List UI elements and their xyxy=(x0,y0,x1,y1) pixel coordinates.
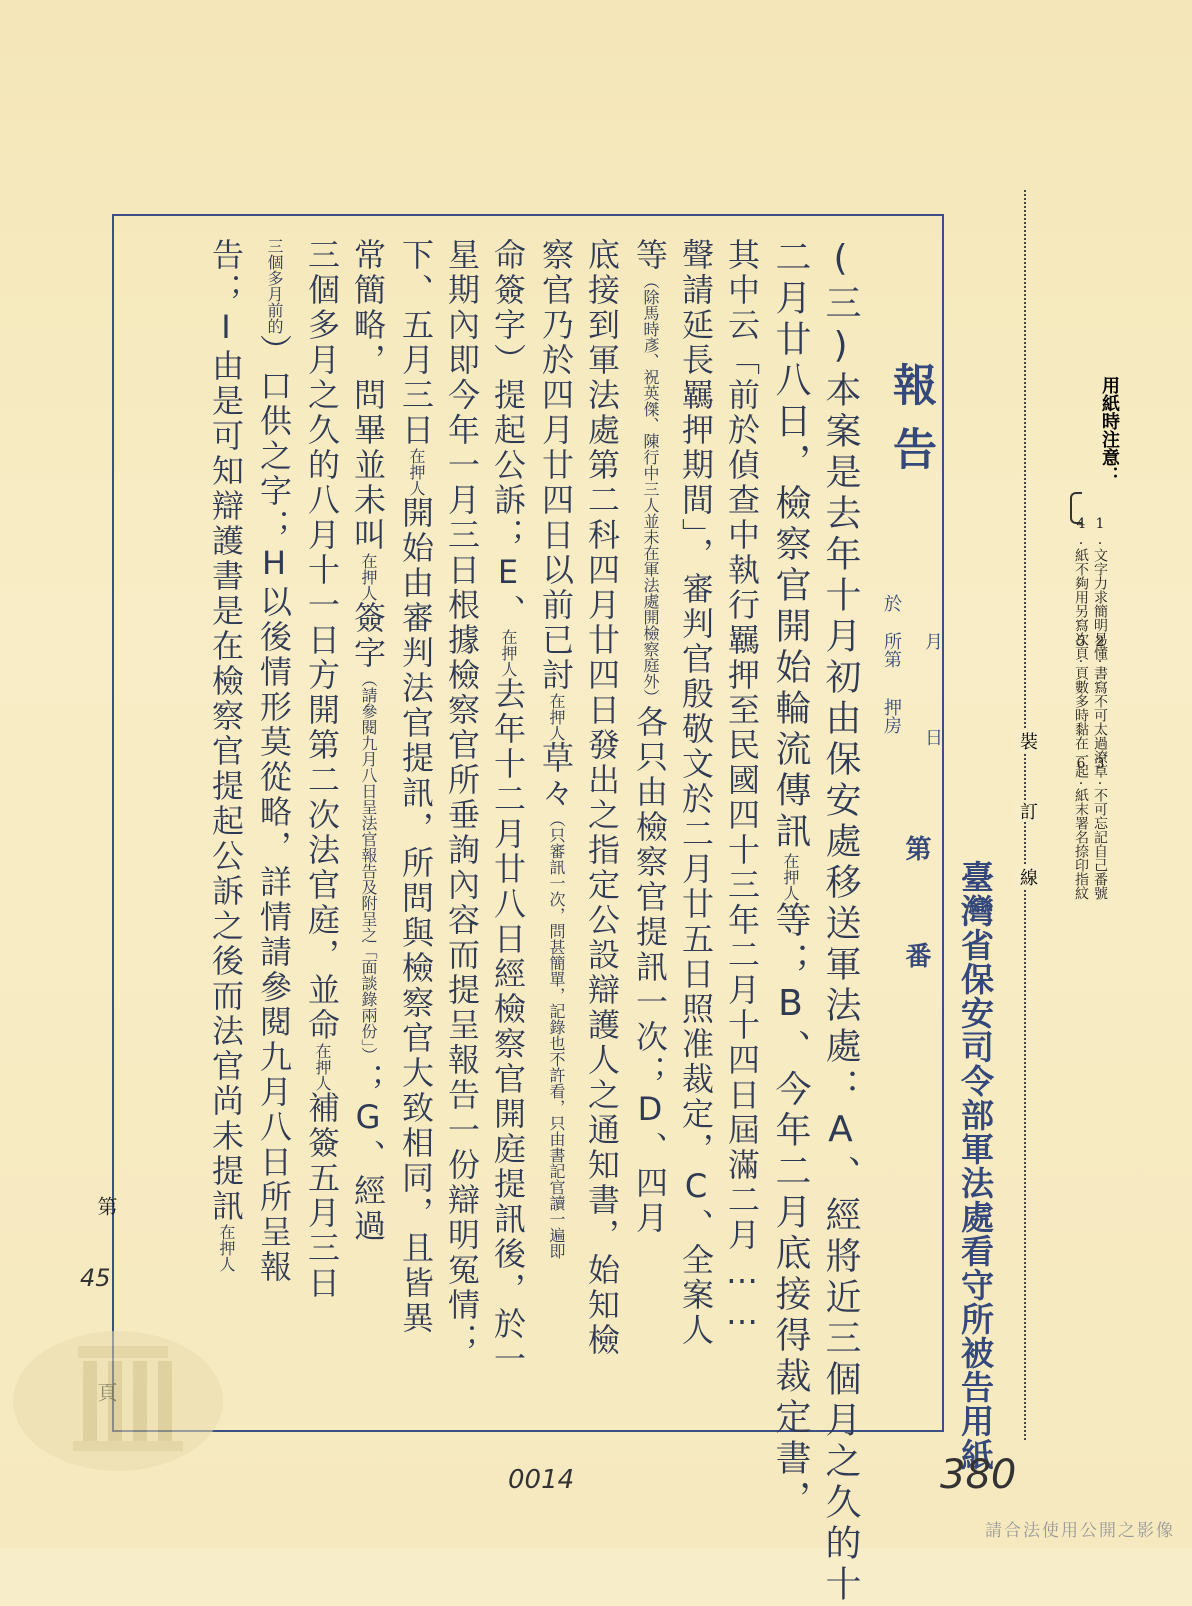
inline-note: 在押人 xyxy=(359,553,378,601)
body-column-12 xyxy=(303,238,341,1301)
body-column-10 xyxy=(397,238,435,1336)
body-text: 聲請延長羈押期間」，審判官殷敬文於二月廿五日照准裁定，C、全案人 xyxy=(677,238,715,1348)
body-text: 二月廿八日，檢察官開始輪流傳訊 xyxy=(770,238,811,853)
month-label: 月 xyxy=(922,632,943,650)
body-column-7 xyxy=(537,238,575,1259)
body-text: 其中云「前於偵查中執行羈押至民國四十三年二月十四日屆滿二月…… xyxy=(723,238,761,1335)
inline-note: 在押人 xyxy=(499,629,518,677)
body-column-14 xyxy=(207,238,245,1272)
inline-note: 在押人 xyxy=(313,1043,332,1091)
archive-logo-icon xyxy=(8,1306,248,1476)
note-4: 4.紙不夠用另寫次頁 xyxy=(1073,516,1089,660)
note-2: 2.書寫不可太過潦草 xyxy=(1092,634,1108,778)
notes-title: 用紙時注意： xyxy=(1099,376,1120,484)
body-column-2 xyxy=(770,238,811,1521)
body-text: 等；B、今年二月底接得裁定書， xyxy=(770,901,811,1521)
body-text: 簽字 xyxy=(349,601,387,671)
body-text: ）口供之字；H以後情形莫從略，詳情請參閱九月八日所呈報 xyxy=(255,334,293,1285)
place-label: 所第 xyxy=(881,632,902,668)
body-text: 補簽五月三日 xyxy=(303,1091,341,1301)
body-text: 底接到軍法處第二科四月廿四日發出之指定公設辯護人之通知書，始知檢 xyxy=(583,238,621,1358)
inline-note: 在押人 xyxy=(407,448,426,496)
body-text: (三)本案是去年十月初由保安處移送軍法處：A、經將近三個月之久的十 xyxy=(820,238,861,1606)
inline-note: 在押人 xyxy=(781,853,800,901)
inline-note: （請參閱九月八日呈法官報告及附呈之「面談錄兩份」） xyxy=(359,671,378,1063)
number-label: 第 xyxy=(901,835,931,861)
body-column-8 xyxy=(489,238,527,1377)
body-column-1 xyxy=(820,238,861,1606)
at-label: 於 xyxy=(881,594,902,612)
body-column-11 xyxy=(349,238,387,1244)
inline-note: 在押人 xyxy=(217,1224,236,1272)
body-text: 星期內即今年一月三日根據檢察官所垂詢內容而提呈報告一份辯明冤情； xyxy=(443,238,481,1358)
inline-note: 在押人 xyxy=(547,693,566,741)
body-column-5 xyxy=(631,238,669,1236)
binding-char-2: 訂 xyxy=(1014,800,1040,822)
archive-number: 0014 xyxy=(508,1465,575,1495)
body-text: 告；I由是可知辯護書是在檢察官提起公訴之後而法官尚未提訊 xyxy=(207,238,245,1224)
fan-label: 番 xyxy=(901,942,931,968)
note-5: 5.頁數多時黏在一起 xyxy=(1073,634,1089,778)
body-column-9 xyxy=(443,238,481,1358)
page-prefix: 第 xyxy=(94,1196,118,1216)
body-text: 草々 xyxy=(537,741,575,811)
body-text: 下、五月三日 xyxy=(397,238,435,448)
form-title: 臺灣省保安司令部軍法處看守所被告用紙 xyxy=(956,860,995,1472)
day-label: 日 xyxy=(922,728,943,746)
body-text: 察官乃於四月廿四日以前已討 xyxy=(537,238,575,693)
body-text: 命簽字）提起公訴；E、 xyxy=(489,238,527,629)
report-title: 報告 xyxy=(885,362,936,490)
note-3: 3.不可忘記自己番號 xyxy=(1092,756,1108,900)
body-text: ；G、經過 xyxy=(349,1063,387,1244)
room-label: 押房 xyxy=(881,698,902,734)
folio-number: 380 xyxy=(940,1452,1017,1498)
binding-char-1: 裝 xyxy=(1014,730,1040,752)
body-text: 三個多月之久的八月十一日方開第二次法官庭，並命 xyxy=(303,238,341,1043)
body-text: 去年十二月廿八日經檢察官開庭提訊後，於一 xyxy=(489,677,527,1377)
body-column-6 xyxy=(583,238,621,1358)
body-text: 開始由審判法官提訊，所問與檢察官大致相同，且皆異 xyxy=(397,496,435,1336)
body-text: 常簡略，問畢並未叫 xyxy=(349,238,387,553)
page-number: 45 xyxy=(80,1264,111,1292)
body-column-4 xyxy=(677,238,715,1348)
binding-char-3: 線 xyxy=(1014,866,1040,888)
note-6: 6.紙末署名捺印指紋 xyxy=(1073,756,1089,900)
body-text: 各只由檢察官提訊一次；D、四月 xyxy=(631,705,669,1236)
inline-note: （除馬時彥、祝英傑、陳行中三人並未在軍法處開檢察庭外） xyxy=(641,273,660,705)
footer-notice: 請合法使用公開之影像 xyxy=(985,1521,1175,1541)
body-column-13 xyxy=(255,238,293,1285)
note-1: 1.文字力求簡明易懂 xyxy=(1092,516,1108,660)
inline-note: 三個多月前的 xyxy=(265,238,284,334)
body-column-3 xyxy=(723,238,761,1335)
inline-note: （只審訊一次，問甚簡單，記錄也不許看，只由書記官讀一遍即 xyxy=(547,811,566,1259)
body-text: 等 xyxy=(631,238,669,273)
